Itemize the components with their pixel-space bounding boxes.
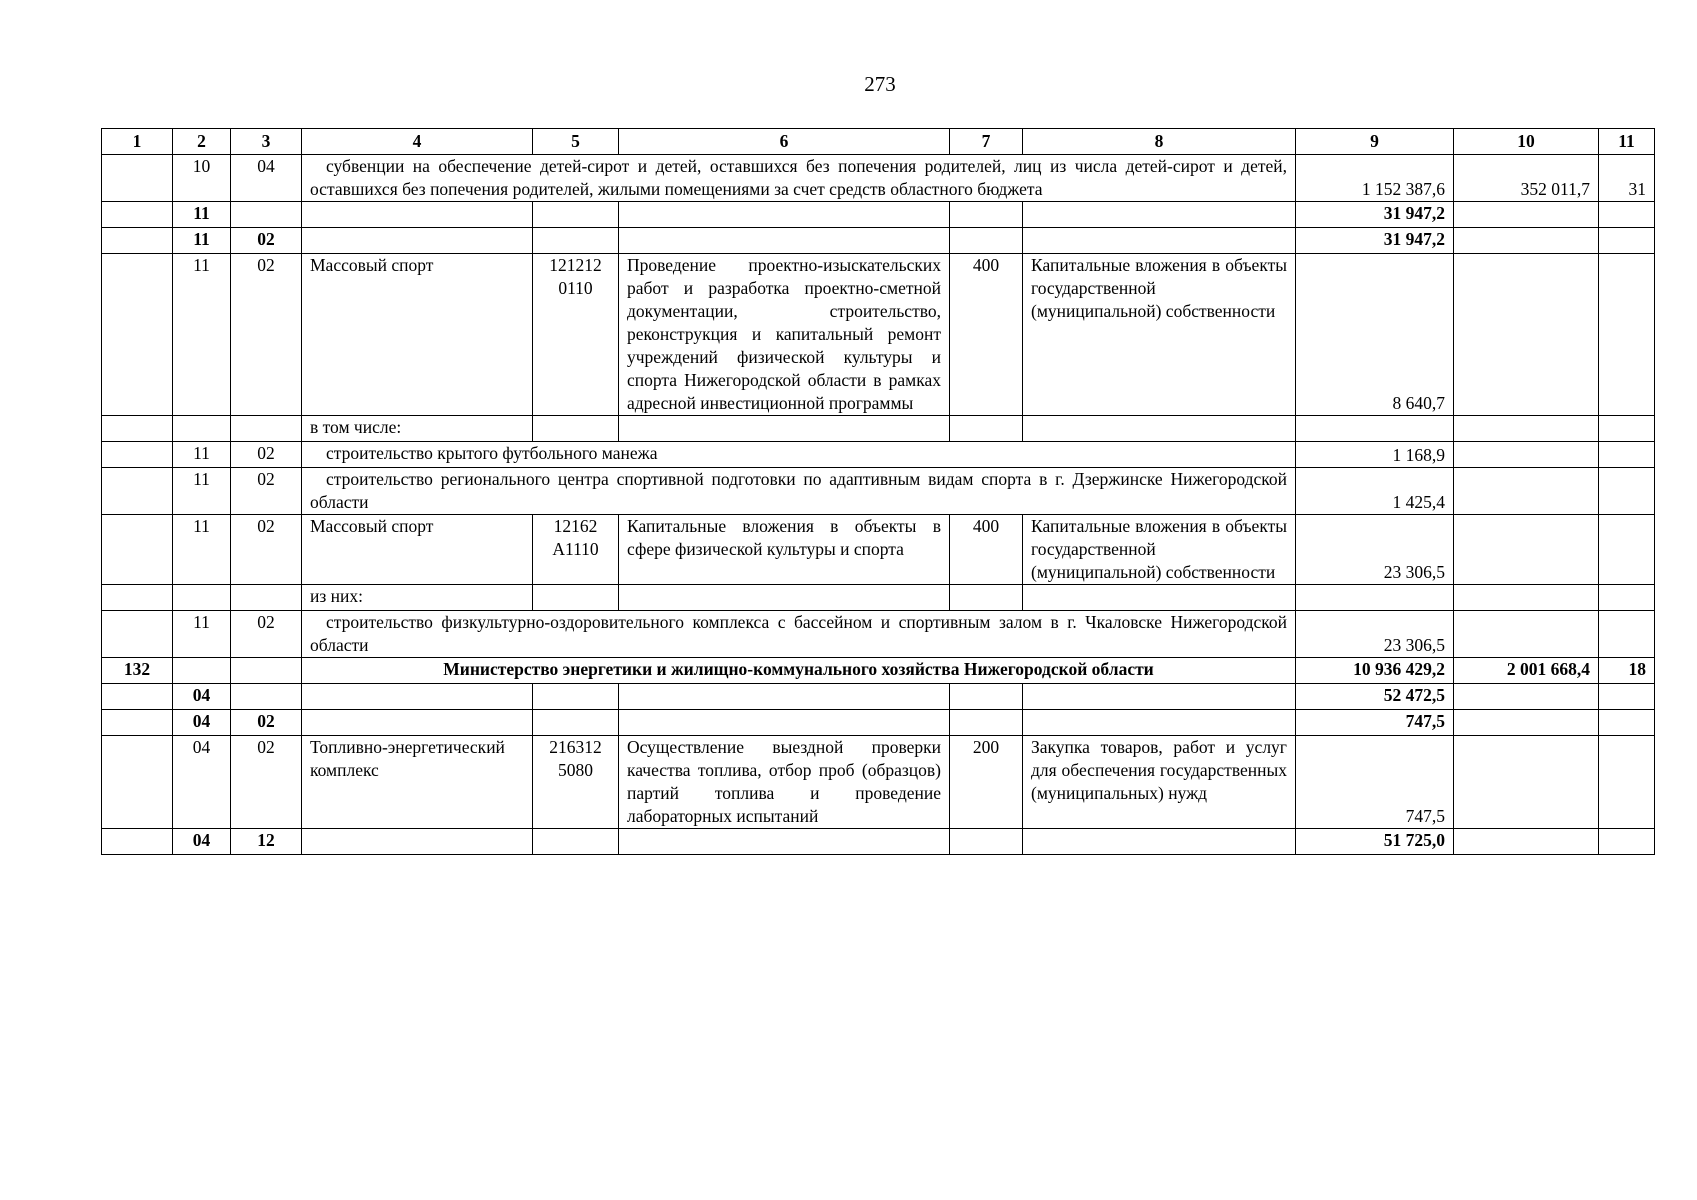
table-row [102,611,1655,658]
expense-description: Осуществление выездной проверки качества топлива, отбор проб (образцов) партий топлива и проведение лабораторных испытаний [619,736,950,829]
page-number: 273 [864,72,896,96]
amount-col9: 31 947,2 [1296,228,1454,254]
expense-type-name: Капитальные вложения в объекты государственной (муниципальной) собственности [1023,254,1296,416]
expense-type-name: Закупка товаров, работ и услуг для обеспечения государственных (муниципальных) нужд [1023,736,1296,829]
col-header-1: 1 [102,129,173,155]
section-code: 04 [173,736,231,829]
col-header-2: 2 [173,129,231,155]
table-row [102,416,1655,442]
subsection-code: 04 [231,155,302,202]
table-row [102,468,1655,515]
table-row [102,829,1655,855]
expense-type-code: 400 [950,515,1023,585]
table-row [102,585,1655,611]
subsection-code: 02 [231,611,302,658]
section-code: 11 [173,515,231,585]
amount-col11: 18 [1599,658,1655,684]
ministry-name: Министерство энергетики и жилищно-коммунального хозяйства Нижегородской области [302,658,1296,684]
amount-col9: 52 472,5 [1296,684,1454,710]
col-header-11: 11 [1599,129,1655,155]
program-name: Топливно-энергетический комплекс [302,736,533,829]
amount-col10: 352 011,7 [1454,155,1599,202]
section-code: 10 [173,155,231,202]
amount-col9: 747,5 [1296,710,1454,736]
section-code: 04 [173,829,231,855]
section-code: 11 [173,611,231,658]
amount-col10: 2 001 668,4 [1454,658,1599,684]
table-row [102,254,1655,416]
amount-col9: 23 306,5 [1296,515,1454,585]
expense-type-code: 400 [950,254,1023,416]
col-header-3: 3 [231,129,302,155]
section-code: 11 [173,254,231,416]
target-code: 121212 0110 [533,254,619,416]
amount-col9: 51 725,0 [1296,829,1454,855]
row-text: строительство физкультурно-оздоровительного комплекса с бассейном и спортивным залом в г. Чкаловске Нижегородской области [302,611,1296,658]
col-header-4: 4 [302,129,533,155]
header-row [102,129,1655,155]
col-header-9: 9 [1296,129,1454,155]
row-text: субвенции на обеспечение детей-сирот и детей, оставшихся без попечения родителей, лиц из числа детей-сирот и детей, оставшихся без попечения родителей, жилыми помещениями за счет средств областного бюджета [302,155,1296,202]
col-header-7: 7 [950,129,1023,155]
amount-col9: 1 168,9 [1296,442,1454,468]
amount-col9: 1 425,4 [1296,468,1454,515]
col-header-5: 5 [533,129,619,155]
subsection-code: 12 [231,829,302,855]
expense-description: Проведение проектно-изыскательских работ и разработка проектно-сметной документации, строительство, реконструкция и капитальный ремонт учреждений физической культуры и спорта Нижегородской области в рамках адресной инвестиционной программы [619,254,950,416]
subsection-code: 02 [231,254,302,416]
expense-type-name: Капитальные вложения в объекты государственной (муниципальной) собственности [1023,515,1296,585]
expense-type-code: 200 [950,736,1023,829]
table-row [102,710,1655,736]
table-row [102,736,1655,829]
row-text: строительство крытого футбольного манежа [302,442,1296,468]
amount-col9: 31 947,2 [1296,202,1454,228]
table-row [102,515,1655,585]
amount-col9: 8 640,7 [1296,254,1454,416]
col-header-6: 6 [619,129,950,155]
table-row [102,155,1655,202]
row-text: в том числе: [302,416,533,442]
section-code: 04 [173,684,231,710]
subsection-code: 02 [231,710,302,736]
amount-col9: 23 306,5 [1296,611,1454,658]
budget-table [101,128,1655,855]
amount-col9: 747,5 [1296,736,1454,829]
subsection-code: 02 [231,228,302,254]
section-code: 11 [173,202,231,228]
target-code: 216312 5080 [533,736,619,829]
row-text: строительство регионального центра спортивной подготовки по адаптивным видам спорта в г. Дзержинске Нижегородской области [302,468,1296,515]
table-row [102,684,1655,710]
program-name: Массовый спорт [302,254,533,416]
subsection-code: 02 [231,468,302,515]
table-row [102,228,1655,254]
table-row [102,442,1655,468]
col-header-10: 10 [1454,129,1599,155]
amount-col9: 1 152 387,6 [1296,155,1454,202]
amount-col9: 10 936 429,2 [1296,658,1454,684]
ministry-code: 132 [102,658,173,684]
section-code: 11 [173,228,231,254]
subsection-code: 02 [231,736,302,829]
section-code: 11 [173,468,231,515]
subsection-code: 02 [231,442,302,468]
table-row [102,658,1655,684]
subsection-code: 02 [231,515,302,585]
section-code: 04 [173,710,231,736]
target-code: 12162 A1110 [533,515,619,585]
expense-description: Капитальные вложения в объекты в сфере физической культуры и спорта [619,515,950,585]
section-code: 11 [173,442,231,468]
col-header-8: 8 [1023,129,1296,155]
row-text: из них: [302,585,533,611]
table-row [102,202,1655,228]
amount-col11: 31 [1599,155,1655,202]
program-name: Массовый спорт [302,515,533,585]
